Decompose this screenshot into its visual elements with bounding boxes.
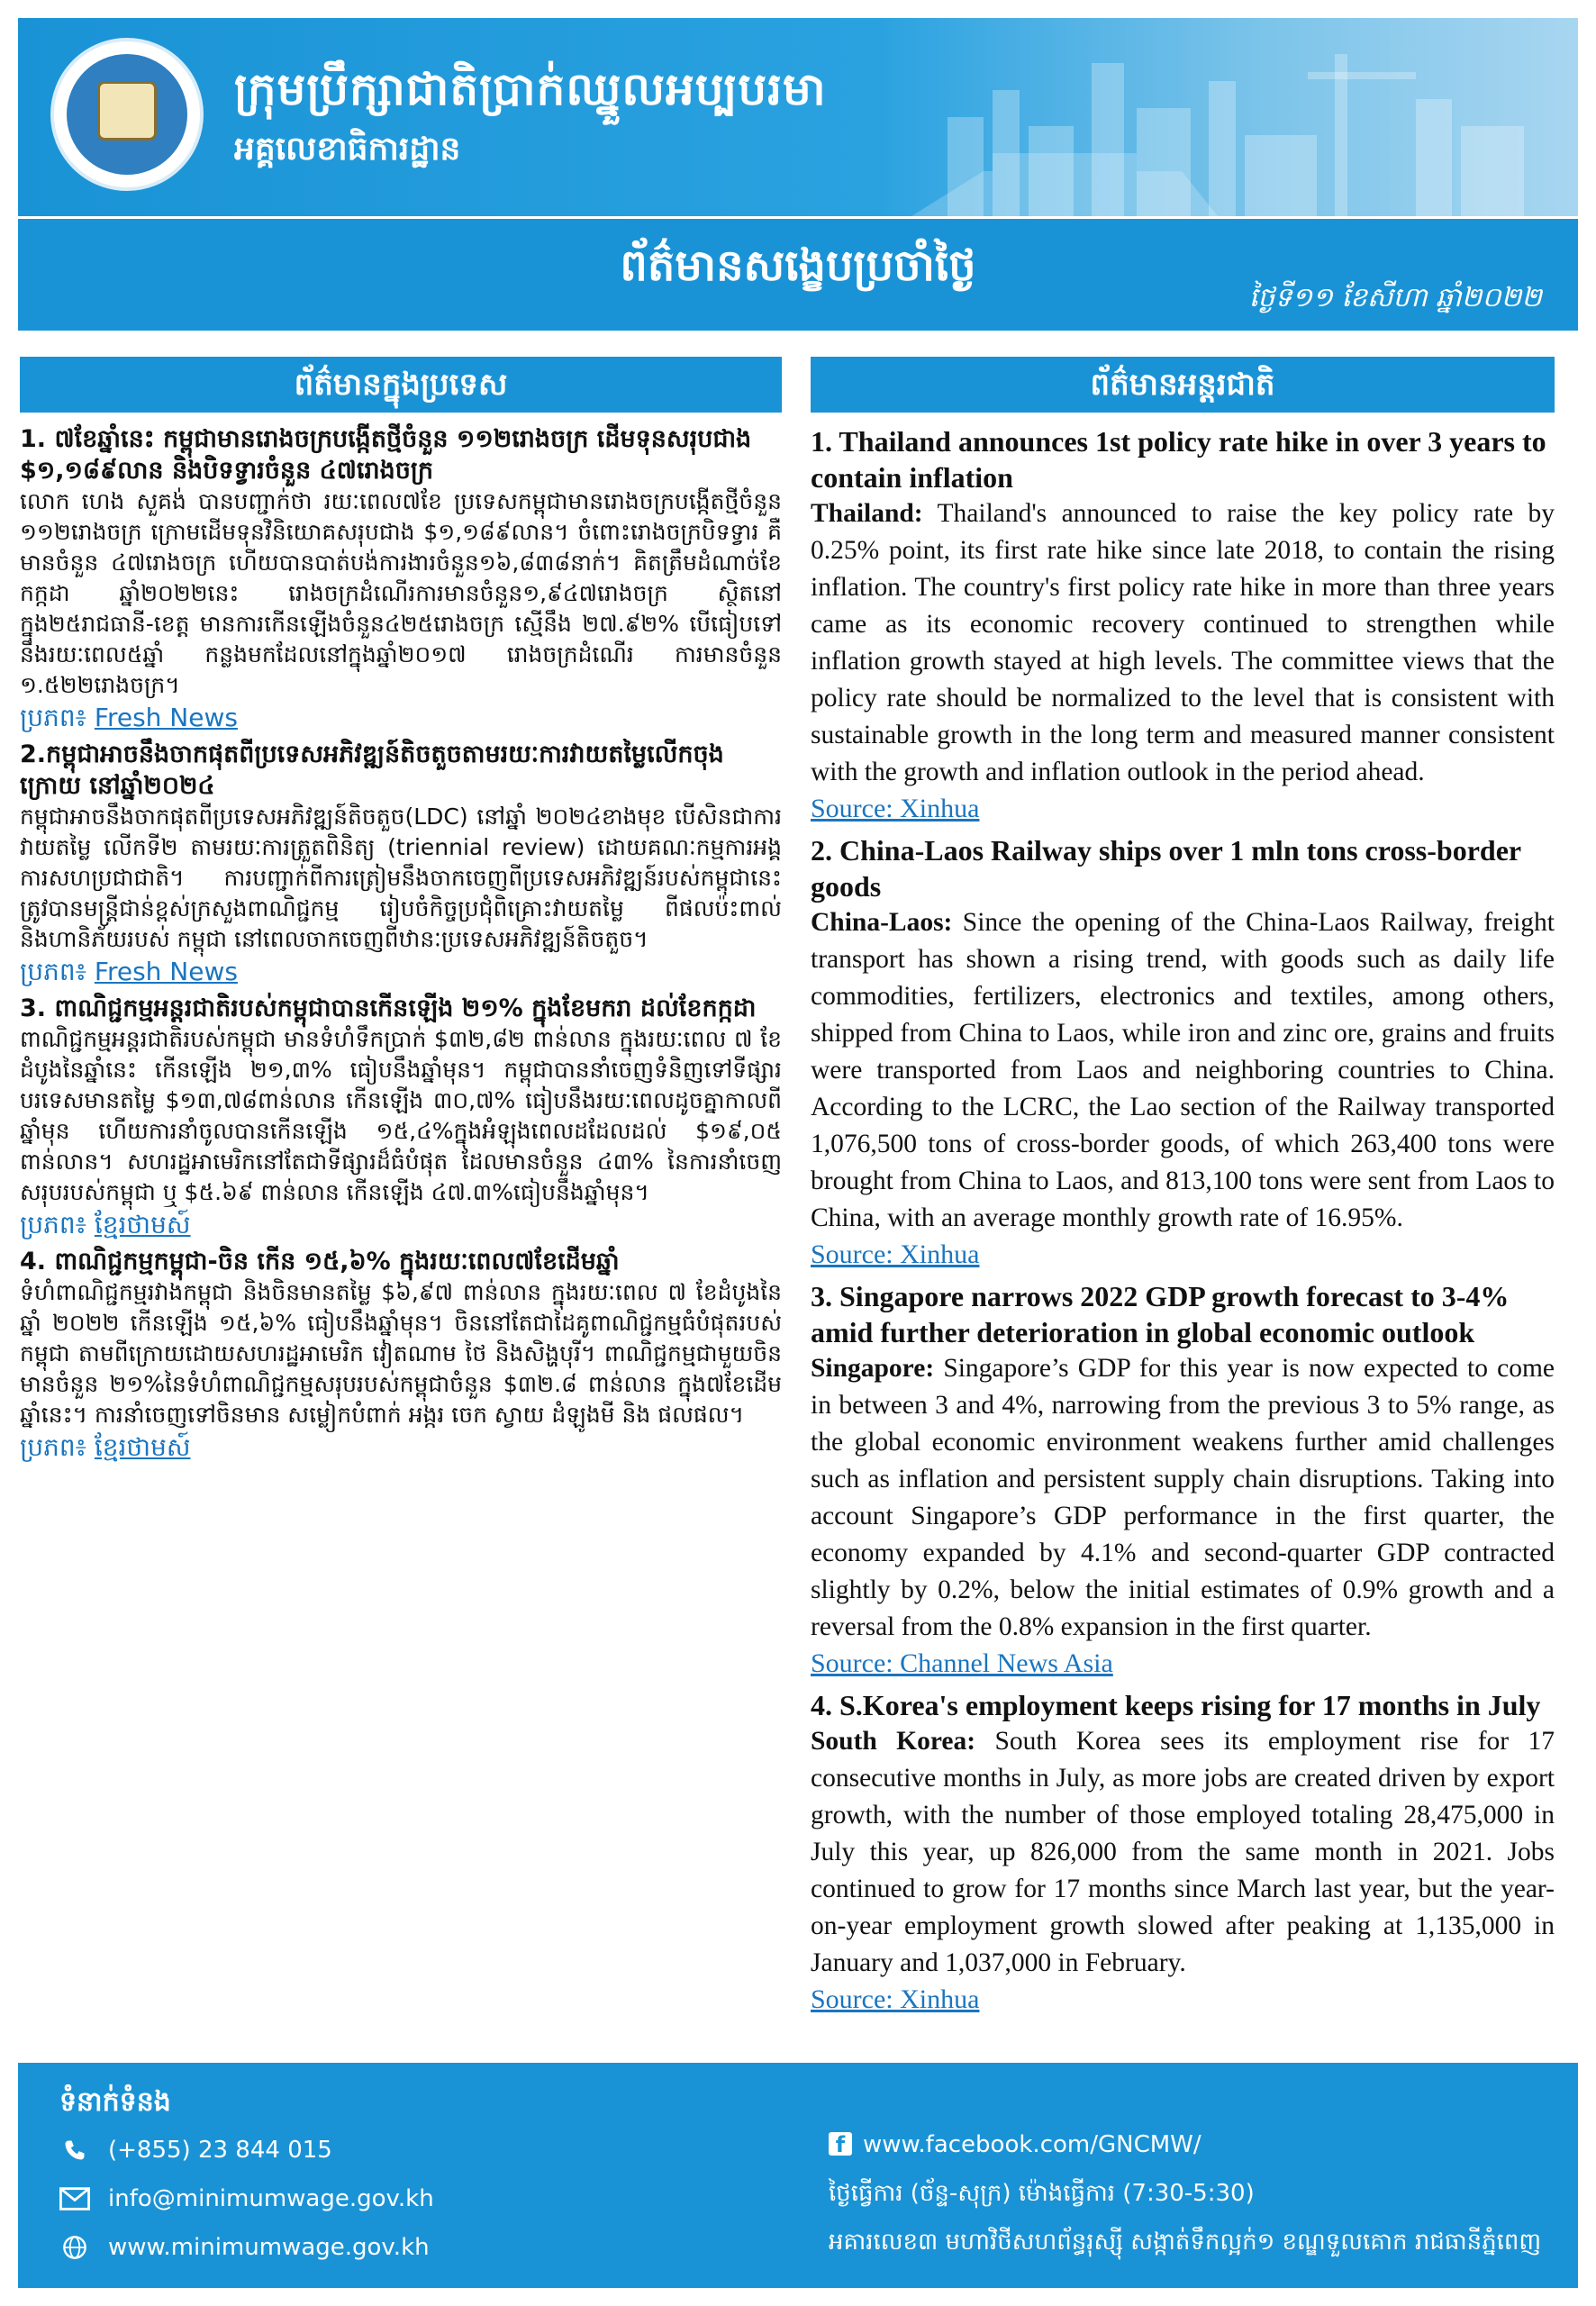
org-title: ក្រុមប្រឹក្សាជាតិប្រាក់ឈ្នួលអប្បបរមា: [234, 63, 827, 115]
header-band: [18, 18, 1578, 216]
domestic-article: [20, 423, 782, 735]
article-body: China-Laos: Since the opening of the China-Laos Railway, freight transport has shown a rising trend, with goods such as daily life commodities, fertilizers, electronics and textiles, among others, shipped from China to Laos, while iron and zinc ore, grains and fruits were transported from Laos and neighboring countries to China. According to the LCRC, the Lao section of the Railway transported 1,076,500 tons of cross-border goods, of which 263,400 tons were brought from China to Laos, and 813,100 tons were sent from Laos to China, with an average monthly growth rate of 16.95%.: [811, 908, 1555, 1232]
domestic-article: [20, 1246, 782, 1465]
international-article: [811, 423, 1555, 827]
email-address[interactable]: info@minimumwage.gov.kh: [108, 2185, 434, 2212]
org-subtitle: អគ្គលេខាធិការដ្ឋាន: [234, 131, 461, 168]
facebook-row: [829, 2131, 1202, 2158]
title-banner: [18, 216, 1578, 333]
website-row: [59, 2234, 430, 2261]
article-body: Thailand: Thailand's announced to raise the key policy rate by 0.25% point, its first rate hike since late 2018, to contain the rising inflation. The country's first policy rate hike in more than three years came as its economic recovery continued to strengthen while inflation growth stayed at high levels. The committee views that the policy rate should be normalized to the level that is consistent with sustainable growth in the long term and measured manner consistent with the growth and inflation outlook in the period ahead.: [811, 499, 1555, 786]
source-link[interactable]: ខ្មែរថាមស៍: [94, 1210, 191, 1239]
article-source: ប្រភព៖ Fresh News: [20, 957, 238, 986]
article-title: 4. ពាណិជ្ជកម្មកម្ពុជា-ចិន កើន ១៥,៦% ក្នុងរយៈពេល៧ខែដើមឆ្នាំ: [20, 1248, 620, 1276]
source-link[interactable]: Source: Channel News Asia: [811, 1648, 1113, 1678]
envelope-icon: [59, 2186, 90, 2211]
article-lead: South Korea:: [811, 1727, 976, 1756]
source-link[interactable]: Fresh News: [94, 703, 238, 732]
international-article: [811, 832, 1555, 1273]
source-link[interactable]: Source: Xinhua: [811, 1984, 980, 2014]
article-title: 2.កម្ពុជាអាចនឹងចាកផុតពីប្រទេសអភិវឌ្ឍន៍តិចតួចតាមរយៈការវាយតម្លៃលើកចុងក្រោយ នៅឆ្នាំ២០២៤: [20, 740, 724, 800]
article-lead: Thailand:: [811, 499, 923, 528]
article-lead: Singapore:: [811, 1354, 935, 1383]
international-article: [811, 1687, 1555, 2018]
article-body: South Korea: South Korea sees its employment rise for 17 consecutive months in July, as more jobs are created driven by export growth, with the number of those employed totaling 28,475,000 in July this year, up 826,000 from the same month in 2021. Jobs continued to grow for 17 months since March last year, but the year-on-year employment growth slowed after peaking at 1,135,000 in January and 1,037,000 in February.: [811, 1727, 1555, 1977]
international-news-column: [811, 423, 1555, 2023]
article-title: 1. ៧ខែឆ្នាំនេះ កម្ពុជាមានរោងចក្របង្កើតថ្មីចំនួន ១១២រោងចក្រ ដើមទុនសរុបជាង $១,១៨៩លាន និងបិទទ្វារចំនួន ៤៧រោងចក្រ: [20, 425, 752, 485]
email-row: [59, 2185, 434, 2212]
article-title: 3. Singapore narrows 2022 GDP growth forecast to 3-4% amid further deterioration in global economic outlook: [811, 1280, 1510, 1348]
phone-icon: [59, 2138, 90, 2163]
globe-icon: [59, 2235, 90, 2260]
article-title: 2. China-Laos Railway ships over 1 mln tons cross-border goods: [811, 834, 1521, 903]
source-link[interactable]: ខ្មែរថាមស៍: [94, 1432, 191, 1462]
source-link[interactable]: Source: Xinhua: [811, 1239, 980, 1269]
article-lead: China-Laos:: [811, 908, 953, 937]
source-link[interactable]: Source: Xinhua: [811, 794, 980, 823]
council-logo: [50, 38, 204, 191]
source-link[interactable]: Fresh News: [94, 957, 238, 986]
website-link[interactable]: www.minimumwage.gov.kh: [108, 2234, 430, 2261]
article-body: ទំហំពាណិជ្ជកម្មរវាងកម្ពុជា និងចិនមានតម្លៃ $៦,៩៧ ពាន់លាន ក្នុងរយៈពេល ៧ ខែដំបូងនៃឆ្នាំ ២០២២ កើនឡើង ១៥,៦% ធៀបនឹងឆ្នាំមុន។ ចិននៅតែជាដៃគូពាណិជ្ជកម្មធំបំផុតរបស់កម្ពុជា តាមពីក្រោយដោយសហរដ្ឋអាមេរិក វៀតណាម ថៃ និងសិង្ហបុរី។ ពាណិជ្ជកម្មជាមួយចិនមានចំនួន ២១%នៃទំហំពាណិជ្ជកម្មសរុបរបស់កម្ពុជាចំនួន $៣២.៨ ពាន់លាន ក្នុង៧ខែដើមឆ្នាំនេះ។ ការនាំចេញទៅចិនមាន សម្លៀកបំពាក់ អង្ករ ចេក ស្វាយ ដំឡូងមី និង ផលផល។: [20, 1279, 782, 1428]
phone-row: [59, 2137, 332, 2164]
bulletin-title: ព័ត៌មានសង្ខេបប្រចាំថ្ងៃ: [620, 241, 976, 291]
article-source: ប្រភព៖ ខ្មែរថាមស៍: [20, 1432, 191, 1462]
domestic-article: [20, 739, 782, 989]
article-title: 4. S.Korea's employment keeps rising for 17 months in July: [811, 1689, 1541, 1721]
domestic-news-column: [20, 423, 782, 1468]
article-body: កម្ពុជាអាចនឹងចាកផុតពីប្រទេសអភិវឌ្ឍន៍តិចតួច(LDC) នៅឆ្នាំ ២០២៤ខាងមុខ បើសិនជាការវាយតម្លៃ លើកទី២ តាមរយៈការត្រួតពិនិត្យ (triennial review) ដោយគណៈកម្មការអង្គការសហប្រជាជាតិ។ ការបញ្ជាក់ពីការត្រៀមនឹងចាកចេញពីប្រទេសអភិវឌ្ឍន៍របស់កម្ពុជានេះ ត្រូវបានមន្ត្រីជាន់ខ្ពស់ក្រសួងពាណិជ្ជកម្ម រៀបចំកិច្ចប្រជុំពិគ្រោះវាយតម្លៃ ពីផលប៉ះពាល់និងហានិភ័យរបស់ កម្ពុជា នៅពេលចាកចេញពីឋានៈប្រទេសអភិវឌ្ឍន៍តិចតួច។: [20, 803, 782, 952]
article-title: 3. ពាណិជ្ជកម្មអន្តរជាតិរបស់កម្ពុជាបានកើនឡើង ២១% ក្នុងខែមករា ដល់ខែកក្កដា: [20, 994, 757, 1022]
office-address: អគារលេខ៣ មហាវិថីសហព័ន្ធរុស្ស៊ី សង្កាត់ទឹកល្អក់១ ខណ្ឌទួលគោក រាជធានីភ្នំពេញ: [829, 2229, 1542, 2256]
bulletin-date: ថ្ងៃទី១១ ខែសីហា ឆ្នាំ២០២២: [1248, 282, 1542, 313]
working-hours: ថ្ងៃធ្វើការ (ច័ន្ទ-សុក្រ) ម៉ោងធ្វើការ (7:30-5:30): [829, 2180, 1255, 2207]
domestic-section-header: ព័ត៌មានក្នុងប្រទេស: [20, 357, 782, 413]
phone-number[interactable]: (+855) 23 844 015: [108, 2137, 332, 2164]
article-title: 1. Thailand announces 1st policy rate hike in over 3 years to contain inflation: [811, 425, 1546, 494]
city-port-illustration: [911, 36, 1542, 216]
domestic-article: [20, 993, 782, 1242]
article-body: លោក ហេង សួគង់ បានបញ្ជាក់ថា រយៈពេល៧ខែ ប្រទេសកម្ពុជាមានរោងចក្របង្កើតថ្មីចំនួន ១១២រោងចក្រ ក្រោមដើមទុនវិនិយោគសរុបជាង $១,១៨៩លាន។ ចំពោះរោងចក្របិទទ្វារ គឺមានចំនួន ៤៧រោងចក្រ ហើយបានបាត់បង់ការងារចំនួន១៦,៨៣៨នាក់។ គិតត្រឹមដំណាច់ខែកក្កដា ឆ្នាំ២០២២នេះ រោងចក្រដំណើរការមានចំនួន១,៩៤៧រោងចក្រ ស្ថិតនៅក្នុង២៥រាជធានី-ខេត្ត មានការកើនឡើងចំនួន៤២៥រោងចក្រ ស្មើនឹង ២៧.៩២% បើធៀបទៅនឹងរយៈពេល៥ឆ្នាំ កន្លងមកដែលនៅក្នុងឆ្នាំ២០១៧ រោងចក្រដំណើរ ការមានចំនួន ១.៥២២រោងចក្រ។: [20, 488, 782, 698]
contact-title: ទំនាក់ទំនង: [59, 2086, 171, 2118]
article-source: ប្រភព៖ Fresh News: [20, 703, 238, 732]
international-article: [811, 1278, 1555, 1682]
footer: [18, 2063, 1578, 2288]
article-body: Singapore: Singapore’s GDP for this year is now expected to come in between 3 and 4%, narrowing from the previous 3 to 5% range, as the global economic environment weakens further amid challenges such as inflation and persistent supply chain disruptions. Taking into account Singapore’s GDP performance in the first quarter, the economy expanded by 4.1% and second-quarter GDP contracted slightly by 0.2%, below the initial estimates of 0.9% growth and a reversal from the 0.8% expansion in the first quarter.: [811, 1354, 1555, 1641]
facebook-link[interactable]: www.facebook.com/GNCMW/: [863, 2131, 1202, 2158]
international-section-header: ព័ត៌មានអន្តរជាតិ: [811, 357, 1555, 413]
article-body: ពាណិជ្ជកម្មអន្តរជាតិរបស់កម្ពុជា មានទំហំទឹកប្រាក់ $៣២,៨២ ពាន់លាន ក្នុងរយៈពេល ៧ ខែដំបូងនៃឆ្នាំនេះ កើនឡើង ២១,៣% ធៀបនឹងឆ្នាំមុន។ កម្ពុជាបាននាំចេញទំនិញទៅទីផ្សារបរទេសមានតម្លៃ $១៣,៧៨ពាន់លាន កើនឡើង ៣០,៧% ធៀបនឹងរយៈពេលដូចគ្នាកាលពីឆ្នាំមុន ហើយការនាំចូលបានកើនឡើង ១៥,៤%ក្នុងអំឡុងពេលដដែលដល់ $១៩,០៥ ពាន់លាន។ សហរដ្ឋអាមេរិកនៅតែជាទីផ្សារដ៏ធំបំផុត ដែលមានចំនួន ៤៣% នៃការនាំចេញសរុបរបស់កម្ពុជា ឬ $៥.៦៩ ពាន់លាន កើនឡើង ៤៧.៣%ធៀបនឹងឆ្នាំមុន។: [20, 1026, 782, 1205]
article-source: ប្រភព៖ ខ្មែរថាមស៍: [20, 1210, 191, 1239]
facebook-icon: f: [829, 2132, 852, 2156]
